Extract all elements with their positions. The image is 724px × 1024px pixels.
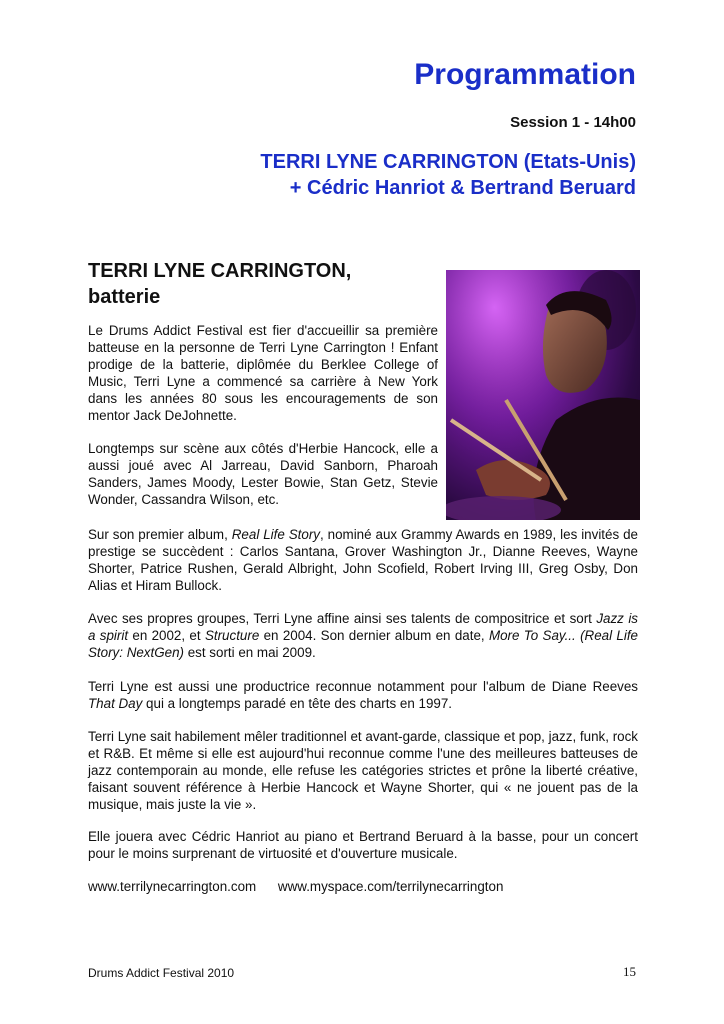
session-time: Session 1 - 14h00	[510, 114, 636, 131]
artist-links	[88, 878, 521, 895]
album-title: Jazz is a spirit	[88, 611, 638, 643]
text-segment: Terri Lyne est aussi une productrice reconnue notamment pour l'album de Diane Reeves	[88, 679, 638, 694]
bio-paragraph-3	[88, 526, 638, 594]
headline-line-2: + Cédric Hanriot & Bertrand Beruard	[289, 177, 636, 199]
concert-headline	[76, 149, 636, 201]
text-segment: en 2002, et	[128, 628, 205, 643]
bio-paragraph-1: Le Drums Addict Festival est fier d'accueillir sa première batteuse en la personne de Terri Lyne Carrington ! Enfant prodige de la batterie, diplômée du Berklee College of Music, Terri Lyne a commencé sa carrière à New York dans les années 80 sous les encouragements de son mentor Jack DeJohnette.	[88, 323, 438, 423]
text-segment: , nominé aux Grammy Awards en 1989, les invités de prestige se succèdent : Carlos Santana, Grover Washington Jr., Dianne Reeves, Wayne Shorter, Patrice Rushen, Gerald Albright, John Scofield, Robert Irving III, Greg Osby, Don Alias et Hiram Bullock.	[88, 527, 638, 593]
headline-line-1: TERRI LYNE CARRINGTON (Etats-Unis)	[260, 151, 636, 173]
bio-paragraph-7: Elle jouera avec Cédric Hanriot au piano et Bertrand Beruard à la basse, pour un concert pour le moins surprenant de virtuosité et d'ouverture musicale.	[88, 829, 638, 861]
page-title: Programmation	[414, 58, 636, 91]
bio-paragraph-4	[88, 610, 638, 661]
website-link[interactable]: www.terrilynecarrington.com	[88, 879, 257, 894]
album-title: That Day	[88, 696, 143, 711]
text-segment: Avec ses propres groupes, Terri Lyne affine ainsi ses talents de compositrice et sort	[88, 611, 597, 626]
drummer-photo	[446, 270, 640, 520]
artist-instrument: batterie	[88, 286, 161, 308]
myspace-link[interactable]: www.myspace.com/terrilynecarrington	[277, 879, 504, 894]
drummer-photo-icon	[446, 270, 640, 520]
text-segment: est sorti en mai 2009.	[184, 645, 316, 660]
album-title: Real Life Story	[231, 527, 320, 542]
footer-festival: Drums Addict Festival 2010	[88, 966, 235, 980]
artist-heading	[88, 258, 418, 310]
album-title: More To Say... (Real Life Story: NextGen)	[88, 628, 638, 660]
text-segment: qui a longtemps paradé en tête des charts en 1997.	[142, 696, 453, 711]
page-number: 15	[623, 964, 636, 979]
artist-name: TERRI LYNE CARRINGTON,	[88, 260, 352, 282]
album-title: Structure	[204, 628, 260, 643]
bio-paragraph-6: Terri Lyne sait habilement mêler traditionnel et avant-garde, classique et pop, jazz, funk, rock et R&B. Et même si elle est aujourd'hui reconnue comme l'une des meilleures batteuses de jazz contemporain au monde, elle refuse les catégories strictes et prône la liberté créative, faisant souvent référence à Herbie Hancock et Wayne Shorter, qui « ne jouent pas de la musique, mais juste la vie ».	[88, 729, 638, 812]
bio-paragraph-2: Longtemps sur scène aux côtés d'Herbie Hancock, elle a aussi joué avec Al Jarreau, David Sanborn, Pharoah Sanders, James Moody, Lester Bowie, Stan Getz, Stevie Wonder, Cassandra Wilson, etc.	[88, 441, 438, 507]
text-segment: Sur son premier album,	[88, 527, 232, 542]
bio-paragraph-5	[88, 678, 638, 712]
text-segment: en 2004. Son dernier album en date,	[259, 628, 489, 643]
